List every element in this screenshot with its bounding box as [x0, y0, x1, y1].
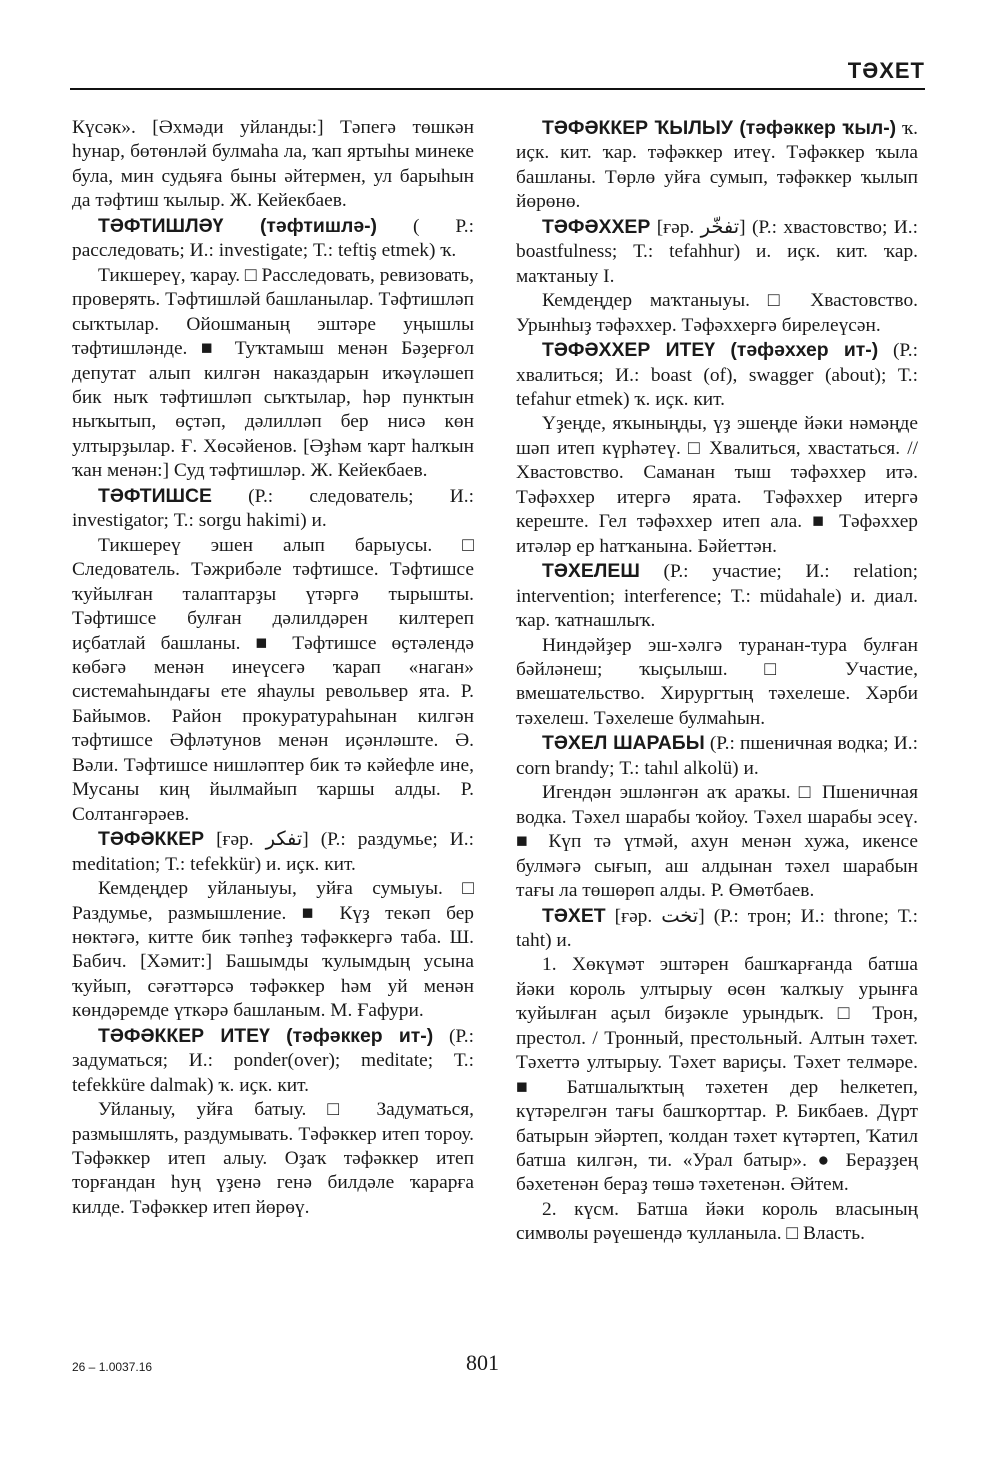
entry-info: (Р.: следователь; И.: investigator; Т.: sorgu hakimi) и.	[72, 485, 474, 532]
entry-definition: Игендән эшләнгән аҡ араҡы. □ Пшеничная водка. Тәхел шарабы ҡойоу. Тәхел шарабы эсеү. ■ Күп тә үтмәй, ахун менән хужа, икенсе булмәгә сығып, аш алдынан тәхел шарабын тағы ла төшөрөп алды. Р. Өмөтбаев.	[516, 782, 918, 902]
entry-tahet	[516, 904, 918, 954]
headword: ТӘХЕТ	[542, 904, 606, 927]
print-code: 26 – 1.0037.16	[72, 1360, 153, 1374]
entry-info: [ғәр. تفكر] (Р.: раздумье; И.: meditation; Т.: tefekkür) и. иҫк. кит.	[72, 829, 474, 875]
headword: ТӘХЕЛЕШ	[542, 560, 640, 583]
entry-info: ( Р.: расследовать; И.: investigate; Т.: teftiş etmek) ҡ.	[72, 215, 475, 262]
headword: ТӘФӘККЕР ҠЫЛЫУ (тәфәккер ҡыл-)	[542, 117, 897, 139]
entry-tafakhkher	[516, 215, 918, 289]
entry-definition: Ниндәйҙер эш-хәлгә туранан-тура булған бәйләнеш; ҡыҫылыш. □ Участие, вмешательство. Хирургтың тәхелеше. Хәрби тәхелеш. Тәхелеше булмаһын.	[516, 634, 918, 729]
entry-info: ҡ. иҫк. кит. ҡар. тәфәккер итеү. Тәфәккер ҡыла башланы. Төрлө уйға сумып, тәфәккер ҡылып йөрөнө.	[516, 118, 918, 213]
entry-info: [ғәр. تخت] (Р.: трон; И.: throne; Т.: taht) и.	[516, 905, 918, 951]
headword: ТӘФӘХХЕР	[542, 215, 651, 238]
entry-definition: Уйланыу, уйға батыу. □ Задуматься, размышлять, раздумывать. Тәфәккер итеп тороу. Тәфәккер итеп алыу. Оҙаҡ тәфәккер итеп торғандан һуң үҙенә генә билдәле ҡарарға килде. Тәфәккер итеп йөрөү.	[72, 1099, 474, 1218]
headword: ТӘФӘХХЕР ИТЕҮ (тәфәххер ит-)	[542, 339, 879, 362]
entry-tafakhkher-iteu	[516, 338, 918, 412]
page-number: 801	[466, 1350, 499, 1375]
entry-continuation: Күсәк». [Әхмәди уйланды:] Тәпегә төшкән һунар, бөтөнләй булмаһа ла, ҡап яртыһы минеке була, мин судьяға быны әйтермен, ул барыһын да тәфтиш ҡылыр. Ж. Кейекбаев.	[72, 117, 474, 212]
entry-tafakker-kylyu	[516, 116, 918, 215]
entry-tafetishse	[72, 484, 474, 534]
entry-info: (Р.: пшеничная водка; И.: corn brandy; Т.: tahıl alkolü) и.	[516, 733, 918, 779]
headword: ТӘФӘККЕР ИТЕҮ (тәфәккер ит-)	[98, 1024, 434, 1047]
entry-info: (Р.: участие; И.: relation; intervention; interference; Т.: müdahale) и. диал. ҡар. ҡатнашлыҡ.	[516, 561, 918, 632]
left-column	[72, 116, 474, 1220]
page-header	[70, 52, 925, 90]
entry-tafakker	[72, 827, 474, 877]
entry-tafetishlau	[72, 214, 474, 264]
running-head: ТӘХЕТ	[847, 58, 925, 83]
headword: ТӘФТИШЛӘҮ (тәфтишлә-)	[98, 214, 378, 237]
right-column	[516, 116, 918, 1247]
entry-info: (Р.: хвалиться; И.: boast (of), swagger (about); Т.: tefahur etmek) ҡ. иҫк. кит.	[516, 340, 919, 410]
headword: ТӘХЕЛ ШАРАБЫ	[542, 732, 705, 755]
entry-sense-1: 1. Хөкүмәт эштәрен башҡарғанда батша йәки король ултырыу өсөн ҡалҡыу урынға ҡуйылған аҫыл биҙәкле урындыҡ. □ Трон, престол. / Тронный, престольный. Алтын тәхет. Тәхеттә ултырыу. Тәхет вариҫы. Тәхет телмәре. ■ Батшалыҡтың тәхетен дер һелкетеп, күтәрелгән тағы башҡорттар. Р. Бикбаев. Дүрт батырын эйәртеп, ҡолдан тәхет күтәртеп, Ҡатил батша килгән, ти. «Урал батыр». ● Бераҙҙең бәхетенән бераҙ төшә тәхетенән. Әйтем.	[516, 954, 918, 1196]
entry-definition: Үҙеңде, яҡыныңды, үҙ эшеңде йәки нәмәңде шәп итеп күрһәтеү. □ Хвалиться, хвастаться. // Хвастовство. Саманан тыш тәфәххер итә. Тәфәххер итергә ярата. Тәфәххер итергә кереште. Гел тәфәххер итеп ала. ■ Тәфәххер итәләр ер һатҡанына. Бәйеттән.	[516, 413, 918, 557]
headword: ТӘФӘККЕР	[98, 828, 205, 851]
entry-tahelesh	[516, 559, 918, 633]
entry-definition: Кемдеңдер уйланыуы, уйға сумыуы. □ Раздумье, размышление. ■ Күҙ текәп бер нөктәгә, китте бик тәпһеҙ тәфәккергә таба. Ш. Бабич. [Хәмит:] Башымды ҡулымдың усына ҡуйып, сәғәттәрсә тәфәккер һәм уй менән көндәремде үткәрә башланым. М. Ғафури.	[72, 878, 474, 1022]
entry-info: (Р.: задуматься; И.: ponder(over); meditate; Т.: tefekküre dalmak) ҡ. иҫк. кит.	[72, 1025, 475, 1096]
entry-tafakker-iteu	[72, 1024, 474, 1098]
entry-definition: Тикшереү, ҡарау. □ Расследовать, ревизовать, проверять. Тәфтишләй башланылар. Тәфтишләп сыҡтылар. Ойошманың эштәре уңышлы тәфтишләнде. ■ Туҡтамыш менән Бәҙерғол депутат алып килгән наказдарын иҡәүләшеп бик ныҡ тәфтишләп сыҡтылар, һәр пунктын ныҡытып, өҫтәп, дәлилләп бер нисә көн ултырҙылар. Ғ. Хөсәйенов. [Әҙһәм ҡарт һалҡын ҡан менән:] Суд тәфтишләр. Ж. Кейекбаев.	[72, 264, 474, 482]
entry-info: [ғәр. تفخّر] (Р.: хвастовство; И.: boastfulness; Т.: tefahhur) и. иҫк. кит. ҡар. маҡтаныу I.	[516, 216, 918, 287]
headword: ТӘФТИШСЕ	[98, 484, 212, 507]
entry-definition: Кемдеңдер маҡтаныуы. □ Хвастовство. Урынһыҙ тәфәххер. Тәфәххергә бирелеүсән.	[516, 290, 918, 336]
entry-sense-2: 2. күсм. Батша йәки король власының символы рәүешендә ҡулланыла. □ Власть.	[516, 1198, 918, 1245]
entry-definition: Тикшереү эшен алып барыусы. □ Следователь. Тәжрибәле тәфтишсе. Тәфтишсе ҡуйылған талаптарҙы үтәргә тырышты. Тәфтишсе булған дәлилдәрен килтереп иҫбатлай башланы. ■ Тәфтишсе өҫтәлендә көбәгә менән инеүсегә ҡарап «наган» системаһындағы ете яһаулы револьвер ята. Р. Байымов. Район прокуратураһынан килгән тәфтишсе Әфләтунов менән иҫәнләште. Ә. Вәли. Тәфтишсе нишләптер бик тә кәйефле ине, Мусаны киң йылмайып ҡаршы алды. Р. Солтангәрәев.	[72, 534, 474, 825]
entry-tahel-sharaby	[516, 731, 918, 781]
